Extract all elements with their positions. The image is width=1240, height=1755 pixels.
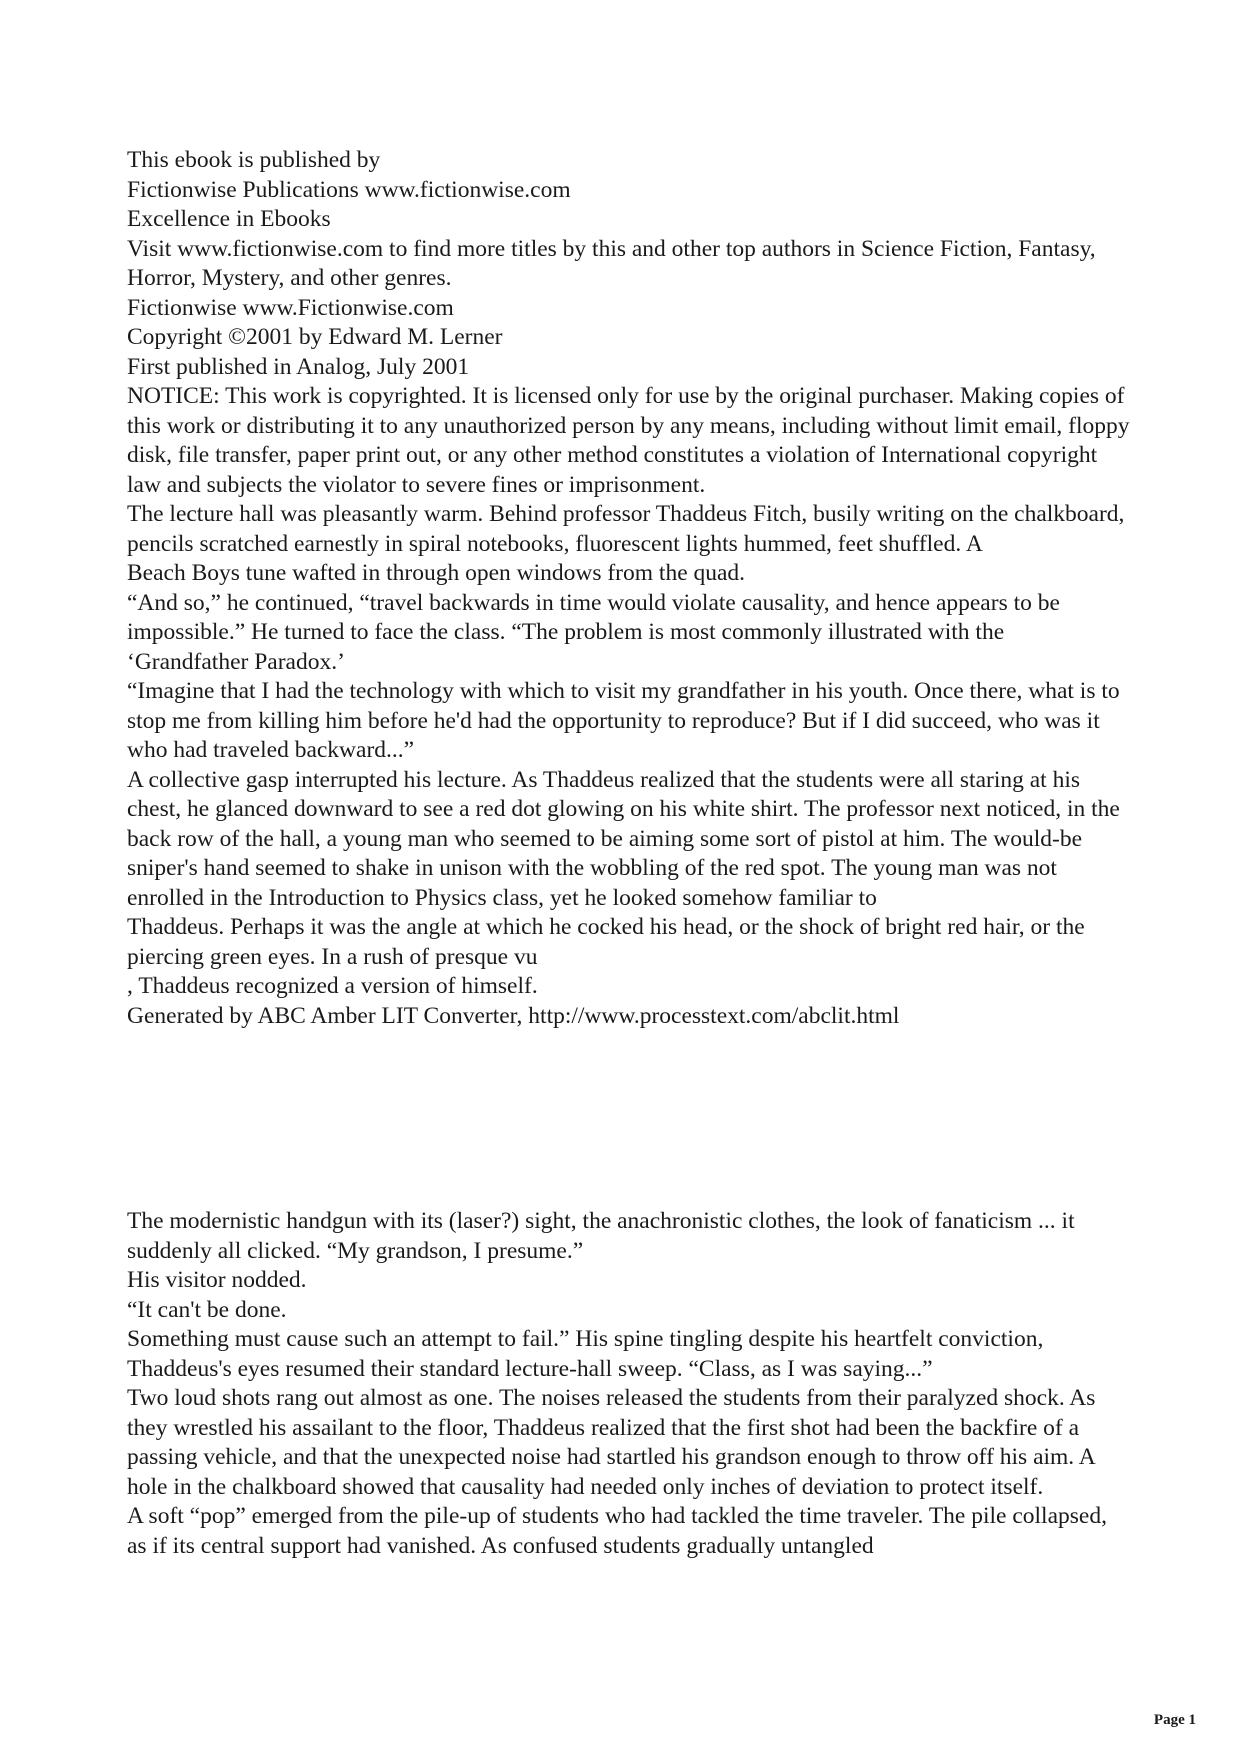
paragraph: His visitor nodded. bbox=[127, 1267, 307, 1293]
paragraph: Two loud shots rang out almost as one. The noises released the students from their paralyzed shock. As they wrestled his assailant to the floor, Thaddeus realized that the first shot had been the backfire of a passing vehicle, and that the unexpected noise had startled his grandson enough to throw off his aim. A bbox=[127, 1385, 1096, 1470]
paragraph: A collective gasp interrupted his lecture. As Thaddeus realized that the students were all staring at his chest, he glanced downward to see a red dot glowing on his white shirt. The professor next noticed, in the back row of the hall, a young man who seemed to be aiming some sort of pistol at him. The would-be sniper's hand seemed to shake in unison with the wobbling of the red spot. The young man was not enrolled in the Introduction to Physics class, yet he looked somehow familiar to bbox=[127, 766, 1120, 911]
paragraph: First published in Analog, July 2001 bbox=[127, 353, 470, 380]
paragraph: A soft “pop” emerged from the pile-up of students who had tackled the time traveler. The pile collapsed, as if its central support had vanished. As confused students gradually untangled bbox=[127, 1503, 1107, 1559]
paragraph: Beach Boys tune wafted in through open windows from the quad. bbox=[127, 560, 746, 586]
text-block-one bbox=[127, 146, 1132, 1031]
paragraph: Visit www.fictionwise.com to find more titles by this and other top authors in Science Fiction, Fantasy, Horror, Mystery, and other genres. bbox=[127, 235, 1096, 291]
paragraph: “It can't be done. bbox=[127, 1296, 287, 1323]
paragraph: Excellence in Ebooks bbox=[127, 206, 331, 232]
page-number: Page 1 bbox=[1153, 1712, 1196, 1728]
paragraph: Fictionwise www.Fictionwise.com bbox=[127, 294, 454, 321]
paragraph: ‘Grandfather Paradox.’ bbox=[127, 648, 345, 675]
paragraph: “And so,” he continued, “travel backwards in time would violate causality, and hence appears to be impossible.” He turned to face the class. “The problem is most commonly illustrated with the bbox=[127, 589, 1060, 645]
paragraph: Something must cause such an attempt to fail.” His spine tingling despite his heartfelt conviction, Thaddeus's eyes resumed their standard lecture-hall sweep. “Class, as I was saying...” bbox=[127, 1326, 1044, 1382]
paragraph: Thaddeus. Perhaps it was the angle at which he cocked his head, or the shock of bright red hair, or the piercing green eyes. In a rush of presque vu bbox=[127, 914, 1085, 970]
paragraph: , Thaddeus recognized a version of himself. bbox=[127, 973, 538, 999]
paragraph: The modernistic handgun with its (laser?) sight, the anachronistic clothes, the look of fanaticism ... it suddenly all clicked. “My grandson, I presume.” bbox=[127, 1208, 1075, 1264]
paragraph: The lecture hall was pleasantly warm. Behind professor Thaddeus Fitch, busily writing on the chalkboard, pencils scratched earnestly in spiral notebooks, fluorescent lights hummed, feet shuffled. A bbox=[127, 501, 1125, 557]
paragraph: hole in the chalkboard showed that causality had needed only inches of deviation to protect itself. bbox=[127, 1473, 1044, 1500]
text-block-two bbox=[127, 1207, 1132, 1561]
paragraph: This ebook is published by bbox=[127, 147, 381, 173]
converter-notice: Generated by ABC Amber LIT Converter, http://www.processtext.com/abclit.html bbox=[127, 1002, 900, 1029]
paragraph: NOTICE: This work is copyrighted. It is licensed only for use by the original purchaser. Making copies of this work or distributing it to any unauthorized person by any means, including without limit email, floppy disk, file transfer, paper print out, or any other method constitutes a violation of International copyright law and subjects the violator to severe fines or imprisonment. bbox=[127, 383, 1130, 498]
paragraph: “Imagine that I had the technology with which to visit my grandfather in his youth. Once there, what is to stop me from killing him before he'd had the opportunity to reproduce? But if I did succeed, who was it who had traveled backward...” bbox=[127, 678, 1120, 763]
paragraph: Fictionwise Publications www.fictionwise.com bbox=[127, 176, 571, 203]
paragraph: Copyright ©2001 by Edward M. Lerner bbox=[127, 324, 503, 350]
